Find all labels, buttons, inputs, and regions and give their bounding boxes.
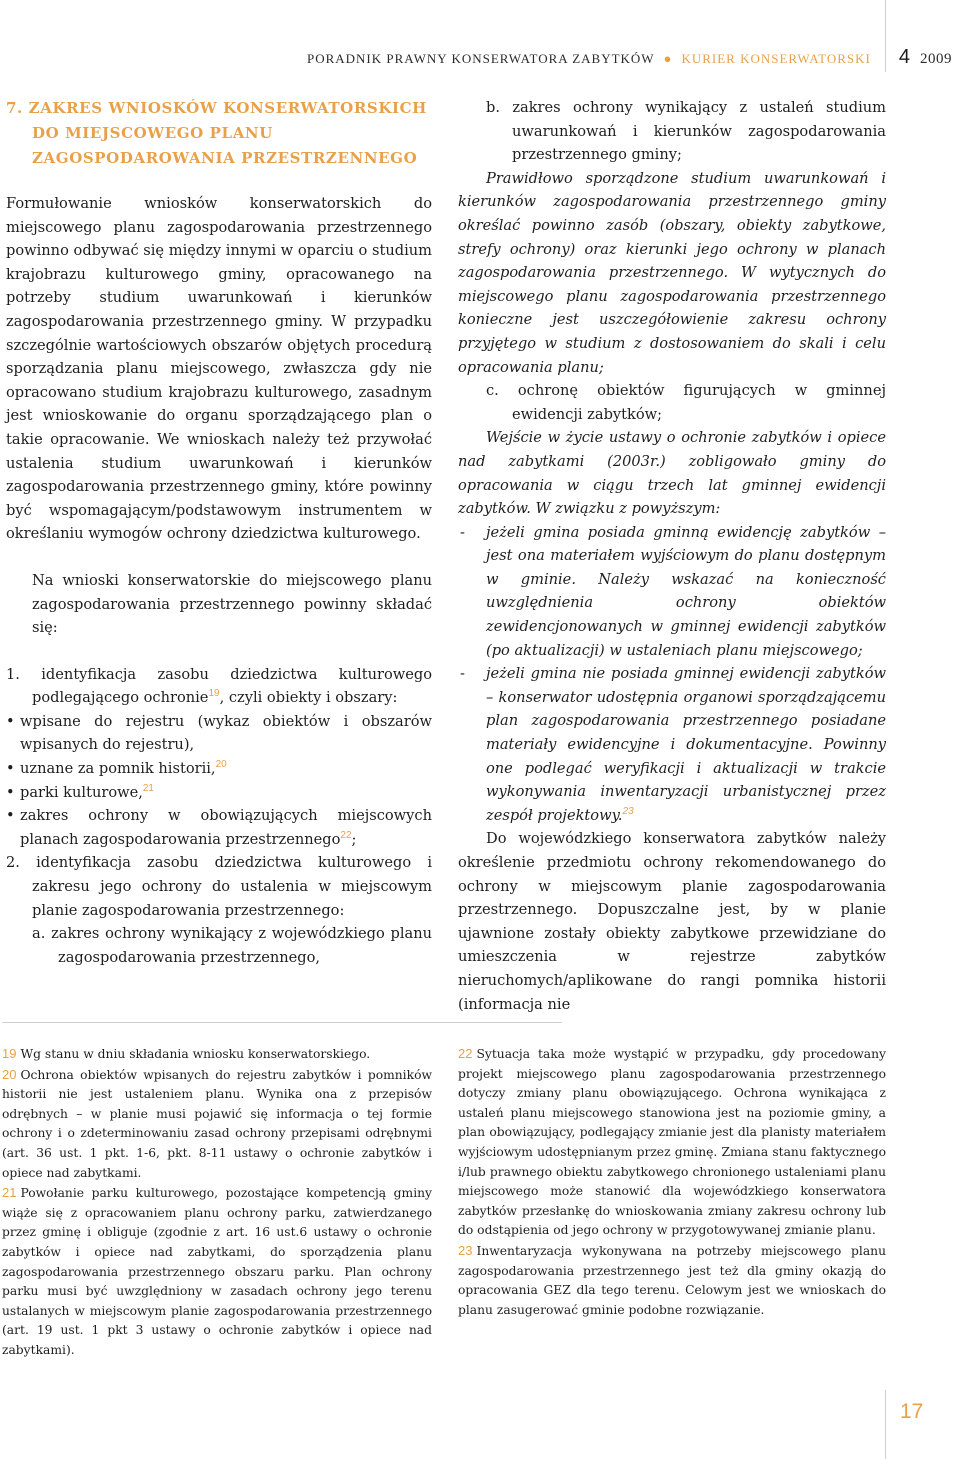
issue-year: 2009 [920, 51, 952, 67]
right-column [458, 96, 886, 1016]
item-2c-commentary: Wejście w życie ustawy o ochronie zabytków i opiece nad zabytkami (2003r.) zobligowało gminy do opracowania w ciągu trzech lat gminnej ewidencji zabytków. W związku z powyższym: [458, 429, 886, 518]
bullet-monument: • uznane za pomnik historii,$^{20}$ [6, 757, 432, 781]
page-number: 17 [900, 1400, 924, 1423]
footnote-ref-22[interactable]: 22 [340, 829, 352, 841]
footnote-ref-20[interactable]: 20 [215, 759, 227, 771]
series-title: KURIER KONSERWATORSKI [681, 51, 871, 66]
bullet-icon: • [6, 760, 15, 778]
bullet-register: • wpisane do rejestru (wykaz obiektów i obszarów wpisanych do rejestru), [6, 710, 432, 757]
list-item-2b: b. zakres ochrony wynikający z ustaleń studium uwarunkowań i kierunków zagospodarowania przestrzennego gminy; [486, 99, 886, 164]
footnote-23: 23 Inwentaryzacja wykonywana na potrzeby miejscowego planu zagospodarowania przestrzennego jest też dla gminy okazją do opracowania GEZ dla tego terenu. Celowym jest we wnioskach do planu zasugerować gminie podobne rozwiązanie. [458, 1242, 886, 1317]
bullet-local-plans: • zakres ochrony w obowiązujących miejscowych planach zagospodarowania przestrzennego$^{22}$; [6, 804, 432, 851]
bullet-parks: • parki kulturowe,$^{21}$ [6, 781, 432, 805]
dash-icon: - [460, 665, 465, 683]
footnote-20: 20 Ochrona obiektów wpisanych do rejestru zabytków i pomników historii nie jest ustaleniem planu. Wynika ona z przepisów odrębnych – w planie musi pojawić się informacja o tej formie ochrony i o zdeterminowaniu zasad ochrony przepisami odrębnymi (art. 36 ust. 1 pkt. 1-6, pkt. 8-11 ustawy o ochronie zabytków i opiece nad zabytkami. [2, 1066, 432, 1180]
list-item-2a: a. zakres ochrony wynikający z wojewódzkiego planu zagospodarowania przestrzennego, [32, 925, 432, 966]
footnote-19: 19 Wg stanu w dniu składania wniosku konserwatorskiego. [2, 1046, 371, 1061]
list-item-2c: c. ochronę obiektów figurujących w gminnej ewidencji zabytków; [486, 382, 886, 423]
list-item-2: 2. identyfikacja zasobu dziedzictwa kulturowego i zakresu jego ochrony do ustalenia w miejscowym planie zagospodarowania przestrzennego: [6, 854, 432, 919]
closing-paragraph: Do wojewódzkiego konserwatora zabytków należy określenie przedmiotu ochrony rekomendowanego do ochrony w miejscowym planie zagospodarowania przestrzennego. Dopuszczalne jest, by w planie ujawnione zostały obiekty zabytkowe przewidziane do umieszczenia w rejestrze zabytków nieruchomych/aplikowane do rangi pomnika historii (informacja nie [458, 830, 886, 1013]
intro-paragraph: Formułowanie wniosków konserwatorskich do miejscowego planu zagospodarowania przestrzennego powinno odbywać się między innymi w oparciu o studium krajobrazu kulturowego gminy, opracowanego na potrzeby studium uwarunkowań i kierunków zagospodarowania przestrzennego gminy. W przypadku szczególnie wartościowych obszarów objętych procedurą sporządzania planu miejscowego, zwłaszcza gdy nie opracowano studium krajobrazu kulturowego, zasadnym jest wnioskowanie do organu sporządzającego plan o takie opracowanie. We wnioskach należy też przywołać ustalenia studium uwarunkowań i kierunków zagospodarowania przestrzennego gminy, które powinny być wspomagającym/podstawowym instrumentem w określaniu wymogów ochrony dziedzictwa kulturowego. [6, 195, 432, 543]
list-item-1: 1. identyfikacja zasobu dziedzictwa kulturowego podlegającego ochronie$^{19}$, czyli obiekty i obszary: [6, 665, 432, 707]
bullet-icon: • [6, 807, 15, 825]
section-heading-line-3: ZAGOSPODAROWANIA PRZESTRZENNEGO [32, 149, 418, 167]
left-column [6, 96, 432, 969]
dash-icon: - [460, 523, 465, 541]
footnote-ref-19[interactable]: 19 [208, 688, 220, 700]
footnotes-right [458, 1044, 886, 1320]
list-intro-paragraph: Na wnioski konserwatorskie do miejscowego planu zagospodarowania przestrzennego powinny składać się: [32, 571, 432, 637]
footnote-ref-21[interactable]: 21 [142, 782, 154, 794]
separator-dot-icon: ● [663, 51, 673, 66]
bullet-icon: • [6, 783, 15, 801]
item-2b-commentary: Prawidłowo sporządzone studium uwarunkowań i kierunków zagospodarowania przestrzennego gminy określać powinno zasób (obszary, obiekty zabytkowe, strefy ochrony) oraz kierunki jego ochrony w planach zagospodarowania przestrzennego. W wytycznych do miejscowego planu zagospodarowania przestrzennego konieczne jest uszczegółowienie zakresu ochrony przyjętego w studium z dostosowaniem do skali i celu opracowania planu; [458, 169, 886, 376]
issue-number: 4 [898, 46, 910, 68]
dash-item-with-register: - jeżeli gmina posiada gminną ewidencję zabytków – jest ona materiałem wyjściowym do planu dostępnym w gminie. Należy wskazać na konieczność uwzględnienia ochrony obiektów zewidencjonowanych w gminnej ewidencji zabytków (po aktualizacji) w ustaleniach planu miejscowego; [458, 521, 886, 663]
publication-title: PORADNIK PRAWNY KONSERWATORA ZABYTKÓW [306, 51, 655, 66]
footnote-divider [2, 1022, 562, 1023]
dash-item-without-register: - jeżeli gmina nie posiada gminnej ewidencji zabytków – konserwator udostępnia organowi sporządzającemu plan zagospodarowania przestrzennego posiadane materiały ewidencyjne i dokumentacyjne. Powinny one podlegać weryfikacji i aktualizacji w trakcie wykonywania inwentaryzacji urbanistycznej przez zespół projektowy.$^{23}$ [458, 662, 886, 827]
section-heading-line-2: DO MIEJSCOWEGO PLANU [32, 124, 273, 142]
running-header [307, 46, 952, 69]
page-number-divider [885, 1390, 886, 1459]
footnote-ref-23[interactable]: 23 [622, 805, 634, 817]
footnote-21: 21 Powołanie parku kulturowego, pozostające kompetencją gminy wiąże się z opracowaniem planu ochrony parku, zatwierdzanego przez gminę i obliguje (zgodnie z art. 16 ust.6 ustawy o ochronie zabytków i opiece nad zabytkami, do sporządzenia planu zagospodarowania przestrzennego obszaru parku. Plan ochrony parku musi być uwzględniony w zasadach ochrony jego terenu ustalanych w miejscowym planie zagospodarowania przestrzennego (art. 19 ust. 1 pkt 3 ustawy o ochronie zabytków i opiece nad zabytkami). [2, 1185, 432, 1357]
section-heading [6, 96, 432, 171]
footnote-22: 22 Sytuacja taka może wystąpić w przypadku, gdy procedowany projekt miejscowego planu zagospodarowania przestrzennego dotyczy zmiany planu obowiązującego. Ochrona wynikająca z ustaleń planu miejscowego stanowiona jest na poziomie gminy, a plan obowiązujący, podlegający zmianie jest dla planisty materiałem wyjściowym udostępnianym przez gminę. Zmiana stanu faktycznego i/lub prawnego obiektu zabytkowego chronionego ustaleniami planu miejscowego może stanowić dla wojewódzkiego konserwatora zabytków przesłankę do wnioskowania zmiany zakresu ochrony lub do odstąpienia od jego ochrony w przygotowywanej zmianie planu. [458, 1046, 886, 1238]
footnotes-left [2, 1044, 432, 1361]
section-heading-line-1: 7. ZAKRES WNIOSKÓW KONSERWATORSKICH [6, 99, 427, 117]
bullet-icon: • [6, 712, 15, 730]
